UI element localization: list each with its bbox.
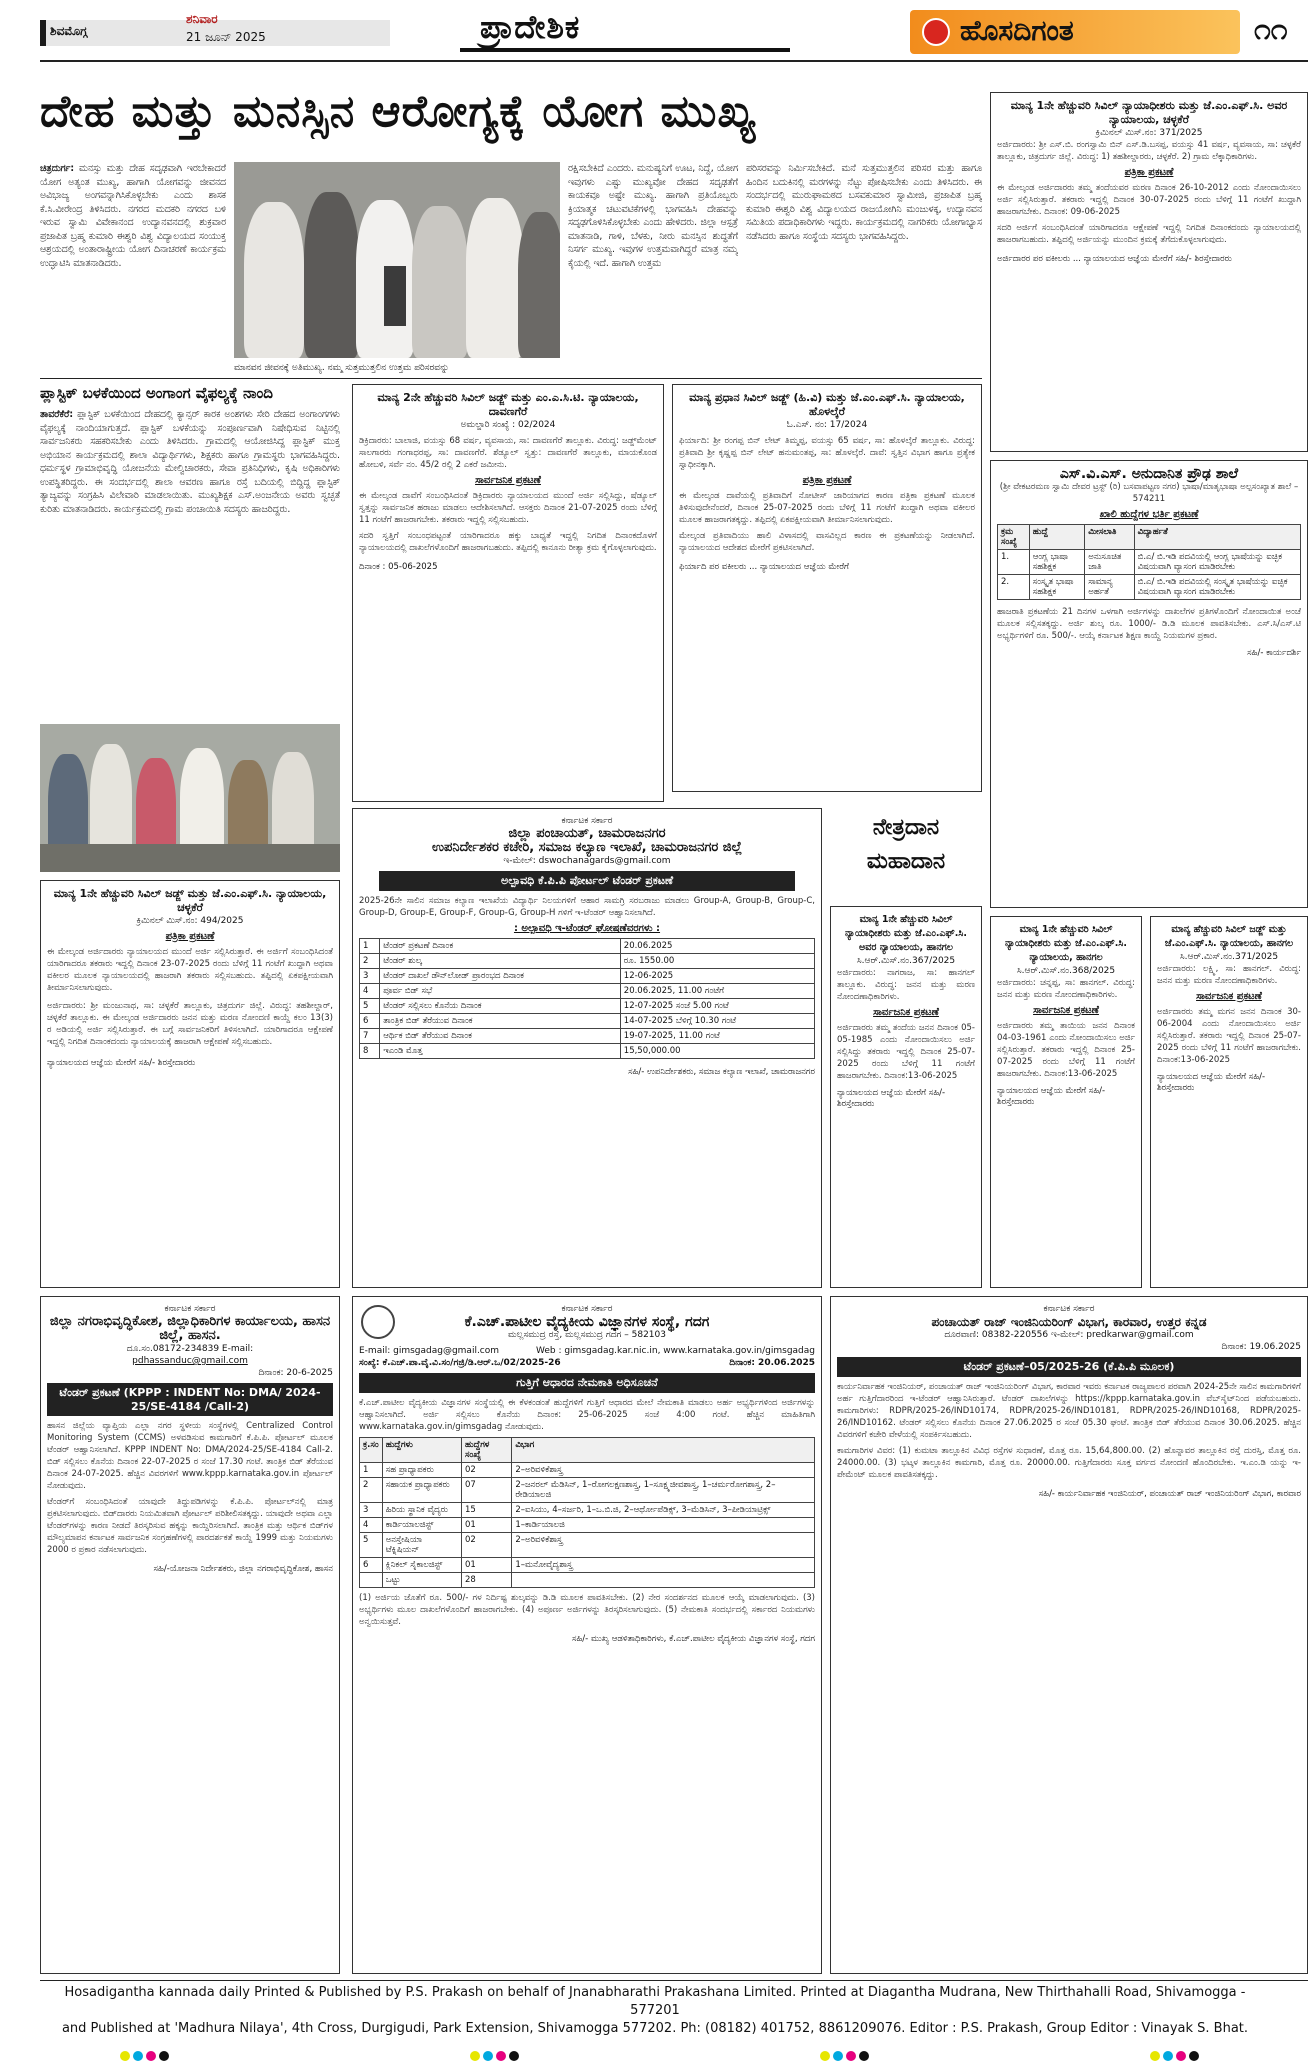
recruitment-row-cell: 1–ಮನೋವೈದ್ಯಶಾಸ್ತ್ರ <box>512 1558 815 1573</box>
lead-divider <box>40 378 982 379</box>
recruitment-row-cell: ಸಹ ಪ್ರಾಧ್ಯಾಪಕರು <box>382 1463 461 1478</box>
registration-marks-mid2 <box>820 2046 872 2065</box>
notice-d: ಮಾನ್ಯ 1ನೇ ಹೆಚ್ಚುವರಿ ಸಿವಿಲ್ ನ್ಯಾಯಾಧೀಶರು ಮತ್ತು ಜೆ.ಎಂ.ಎಫ್.ಸಿ. ಅವರ ನ್ಯಾಯಾಲಯ, ಹಾನಗಲ ಸಿ.ಆರ್.ಮಿಸ್.ನಂ.367/2025 ಅರ್ಜಿದಾರರು: ನಾಗರಾಜ, ಸಾ: ಹಾನಗಲ್ ತಾಲ್ಲೂಕು. ವಿರುದ್ಧ: ಜನನ ಮತ್ತು ಮರಣ ನೋಂದಣಾಧಿಕಾರಿಗಳು. ಸಾರ್ವಜನಿಕ ಪ್ರಕಟಣೆ ಅರ್ಜಿದಾರರು ತಮ್ಮ ತಂದೆಯ ಜನನ ದಿನಾಂಕ 05-05-1985 ಎಂದು ನೋಂದಾಯಿಸಲು ಅರ್ಜಿ ಸಲ್ಲಿಸಿದ್ದು ತಕರಾರು ಇದ್ದಲ್ಲಿ ದಿನಾಂಕ 25-07-2025 ರಂದು ಬೆಳಿಗ್ಗೆ 11 ಗಂಟೆಗೆ ಹಾಜರಾಗಬೇಕು. ದಿನಾಂಕ:13-06-2025 ನ್ಯಾಯಾಲಯದ ಆಜ್ಞೆಯ ಮೇರೆಗೆ ಸಹಿ/- ಶಿರಸ್ತೇದಾರರು <box>830 906 982 1288</box>
story-2-body <box>40 408 340 516</box>
notice-e: ಮಾನ್ಯ 1ನೇ ಹೆಚ್ಚುವರಿ ಸಿವಿಲ್ ನ್ಯಾಯಾಧೀಶರು ಮತ್ತು ಜೆ.ಎಂ.ಎಫ್.ಸಿ. ನ್ಯಾಯಾಲಯ, ಹಾನಗಲ ಸಿ.ಆರ್.ಮಿಸ್.ನಂ.368/2025 ಅರ್ಜಿದಾರರು: ಚನ್ನಪ್ಪ, ಸಾ: ಹಾನಗಲ್. ವಿರುದ್ಧ: ಜನನ ಮತ್ತು ಮರಣ ನೋಂದಣಾಧಿಕಾರಿಗಳು. ಸಾರ್ವಜನಿಕ ಪ್ರಕಟಣೆ ಅರ್ಜಿದಾರರು ತಮ್ಮ ತಾಯಿಯ ಜನನ ದಿನಾಂಕ 04-03-1961 ಎಂದು ನೋಂದಾಯಿಸಲು ಅರ್ಜಿ ಸಲ್ಲಿಸಿರುತ್ತಾರೆ. ತಕರಾರು ಇದ್ದಲ್ಲಿ ದಿನಾಂಕ 25-07-2025 ರಂದು ಬೆಳಿಗ್ಗೆ 11 ಗಂಟೆಗೆ ಹಾಜರಾಗಬೇಕು. ದಿನಾಂಕ:13-06-2025 ನ್ಯಾಯಾಲಯದ ಆಜ್ಞೆಯ ಮೇರೆಗೆ ಸಹಿ/- ಶಿರಸ್ತೇದಾರರು <box>990 916 1142 1288</box>
tender-social-row-cell: ಟೆಂಡರ್ ಪ್ರಕಟಣೆ ದಿನಾಂಕ <box>380 939 621 954</box>
recruitment-table <box>359 1437 815 1588</box>
tender-social-sub: : ಅಲ್ಪಾವಧಿ ಇ-ಟೆಂಡರ್ ಘೋಷಣೆವರಗಳು : <box>513 923 661 934</box>
recruitment-header-row-cell: ಹುದ್ದೆಗಳು <box>382 1438 461 1463</box>
school-row-cell: ಸಂಸ್ಕೃತ ಭಾಷಾ ಸಹಶಿಕ್ಷಕ <box>1029 575 1085 600</box>
tender-hassan-govt: ಕರ್ನಾಟಕ ಸರ್ಕಾರ <box>164 1304 216 1314</box>
recruitment-row-cell: 1–ಕಾರ್ಡಿಯಾಲಜಿ <box>512 1518 815 1533</box>
lead-photo <box>234 162 560 358</box>
tender-hassan-phone: ದೂ.ಸಂ.08172-234839 E-mail: <box>126 1344 254 1354</box>
tender-karwar: ಕರ್ನಾಟಕ ಸರ್ಕಾರ ಪಂಚಾಯತ್ ರಾಜ್ ಇಂಜಿನಿಯರಿಂಗ್ ವಿಭಾಗ, ಕಾರವಾರ, ಉತ್ತರ ಕನ್ನಡ ದೂರವಾಣಿ: 08382-220556 ಇ-ಮೇಲ್: predkarwar@gmail.com ದಿನಾಂಕ: 19.06.2025 ಟೆಂಡರ್ ಪ್ರಕಟಣೆ–05/2025-26 (ಕೆ.ಪಿ.ಪಿ ಮೂಲಕ) ಕಾರ್ಯನಿರ್ವಾಹಕ ಇಂಜಿನಿಯರ್, ಪಂಚಾಯತ್ ರಾಜ್ ಇಂಜಿನಿಯರಿಂಗ್ ವಿಭಾಗ, ಕಾರವಾರ ಇವರು ಕರ್ನಾಟಕ ರಾಜ್ಯಪಾಲರ ಪರವಾಗಿ 2024-25ನೇ ಸಾಲಿನ ಕಾಮಗಾರಿಗಳಿಗೆ ಅರ್ಹ ಗುತ್ತಿಗೆದಾರರಿಂದ ಇ-ಟೆಂಡರ್ ಆಹ್ವಾನಿಸಿರುತ್ತಾರೆ. ಟೆಂಡರ್ ದಾಖಲೆಗಳನ್ನು https://kppp.karnataka.gov.in ವೆಬ್‌ಸೈಟ್‌ನಿಂದ ಪಡೆಯಬಹುದು. ಕಾಮಗಾರಿಗಳು: RDPR/2025-26/IND10174, RDPR/2025-26/IND10181, RDPR/2025-26/IND10168, RDPR/2025-26/IND10162. ಟೆಂಡರ್ ಸಲ್ಲಿಸಲು ಕೊನೆಯ ದಿನಾಂಕ 27.06.2025 ರ ಸಂಜೆ 05.30 ಘಂಟೆ. ತಾಂತ್ರಿಕ ಬಿಡ್ ತೆರೆಯುವ ದಿನಾಂಕ 30.06.2025. ಹೆಚ್ಚಿನ ವಿವರಗಳಿಗೆ ಕಚೇರಿ ವೇಳೆಯಲ್ಲಿ ಸಂಪರ್ಕಿಸಬಹುದು. ಕಾಮಗಾರಿಗಳ ವಿವರ: (1) ಕುಮಟಾ ತಾಲ್ಲೂಕಿನ ವಿವಿಧ ರಸ್ತೆಗಳ ಸುಧಾರಣೆ, ಮೊತ್ತ ರೂ. 15,64,800.00. (2) ಹೊನ್ನಾವರ ತಾಲ್ಲೂಕಿನ ರಸ್ತೆ ದುರಸ್ತಿ, ಮೊತ್ತ ರೂ. 24000.00. (3) ಭಟ್ಕಳ ತಾಲ್ಲೂಕಿನ ಕಾಮಗಾರಿ, ಮೊತ್ತ ರೂ. 20000.00. ಗುತ್ತಿಗೆದಾರರು ಸೂಕ್ತ ವರ್ಗದ ನೋಂದಣಿ ಹೊಂದಿರಬೇಕು. ಇ.ಎಂ.ಡಿ ಯನ್ನು ಇ-ಪೇಮೆಂಟ್ ಮೂಲಕ ಪಾವತಿಸತಕ್ಕದ್ದು. ಸಹಿ/- ಕಾರ್ಯನಿರ್ವಾಹಕ ಇಂಜಿನಿಯರ್, ಪಂಚಾಯತ್ ರಾಜ್ ಇಂಜಿನಿಯರಿಂಗ್ ವಿಭಾಗ, ಕಾರವಾರ <box>830 1296 1308 1974</box>
lead-dateline: ಚಿತ್ರದುರ್ಗ: <box>40 163 75 174</box>
notice-b-court: ಮಾನ್ಯ 2ನೇ ಹೆಚ್ಚುವರಿ ಸಿವಿಲ್ ಜಡ್ಜ್ ಮತ್ತು ಎಂ.ಎ.ಸಿ.ಟಿ. ನ್ಯಾಯಾಲಯ, ದಾವಣಗೆರೆ <box>377 391 639 418</box>
notice-a-sign: ನ್ಯಾಯಾಲಯದ ಆಜ್ಞೆಯ ಮೇರೆಗೆ ಸಹಿ/- ಶಿರಸ್ತೇದಾರರು <box>47 1058 196 1068</box>
tender-social-bar: ಅಲ್ಪಾವಧಿ ಕೆ.ಪಿ.ಪಿ ಪೋರ್ಟಲ್ ಟೆಂಡರ್ ಪ್ರಕಟಣೆ <box>379 871 795 891</box>
notice-e-body: ಅರ್ಜಿದಾರರು ತಮ್ಮ ತಾಯಿಯ ಜನನ ದಿನಾಂಕ 04-03-1961 ಎಂದು ನೋಂದಾಯಿಸಲು ಅರ್ಜಿ ಸಲ್ಲಿಸಿರುತ್ತಾರೆ. ತಕರಾರು ಇದ್ದಲ್ಲಿ ದಿನಾಂಕ 25-07-2025 ರಂದು ಬೆಳಿಗ್ಗೆ 11 ಗಂಟೆಗೆ ಹಾಜರಾಗಬೇಕು. ದಿನಾಂಕ:13-06-2025 <box>997 1021 1135 1079</box>
tender-social-table <box>359 938 815 1059</box>
tender-social-row-cell: ಇಎಂಡಿ ಮೊತ್ತ <box>380 1044 621 1059</box>
tender-social-row-cell: 4 <box>360 984 380 999</box>
imprint <box>40 1984 1270 2038</box>
recruitment-row-cell: 2–ಅರಿವಳಿಕೆಶಾಸ್ತ್ರ <box>512 1533 815 1558</box>
tender-social-row-cell: ಟೆಂಡರ್ ಶುಲ್ಕ <box>380 954 621 969</box>
notice-e-case: ಸಿ.ಆರ್.ಮಿಸ್.ನಂ.368/2025 <box>1016 966 1116 976</box>
school-row-cell: 2. <box>998 575 1030 600</box>
tender-karwar-bar: ಟೆಂಡರ್ ಪ್ರಕಟಣೆ–05/2025-26 (ಕೆ.ಪಿ.ಪಿ ಮೂಲಕ) <box>837 1357 1301 1377</box>
recruitment-header-row <box>360 1438 815 1463</box>
tender-hassan-body: ಹಾಸನ ಜಿಲ್ಲೆಯ ವ್ಯಾಪ್ತಿಯ ಎಲ್ಲಾ ನಗರ ಸ್ಥಳೀಯ ಸಂಸ್ಥೆಗಳಲ್ಲಿ Centralized Control Monitoring System (CCMS) ಅಳವಡಿಸುವ ಕಾಮಗಾರಿಗೆ ಕೆ.ಪಿ.ಪಿ. ಪೋರ್ಟಲ್ ಮೂಲಕ ಟೆಂಡರ್ ಆಹ್ವಾನಿಸಲಾಗಿದೆ. KPPP INDENT No: DMA/2024-25/SE-4184 Call-2. ಬಿಡ್ ಸಲ್ಲಿಸಲು ಕೊನೆಯ ದಿನಾಂಕ 22-07-2025 ರ ಸಂಜೆ 17.30 ಗಂಟೆ. ತಾಂತ್ರಿಕ ಬಿಡ್ ತೆರೆಯುವ ದಿನಾಂಕ 24-07-2025. ಹೆಚ್ಚಿನ ವಿವರಗಳಿಗೆ www.kppp.karnataka.gov.in ಪೋರ್ಟಲ್ ನೋಡುವುದು. <box>47 1421 333 1491</box>
emblem-icon <box>361 1305 395 1339</box>
school-header-row-cell: ಮೀಸಲಾತಿ <box>1085 525 1134 550</box>
recruitment-date: ದಿನಾಂಕ: 20.06.2025 <box>729 1358 815 1368</box>
school-header-row-cell: ಹುದ್ದೆ <box>1029 525 1085 550</box>
recruitment-row-cell: 02 <box>462 1533 512 1558</box>
recruitment-row-cell: 4 <box>360 1518 383 1533</box>
eye-donation-line2: ಮಹಾದಾನ <box>866 848 946 874</box>
tender-karwar-govt: ಕರ್ನಾಟಕ ಸರ್ಕಾರ <box>1043 1304 1095 1314</box>
notice-c: ಮಾನ್ಯ ಪ್ರಧಾನ ಸಿವಿಲ್ ಜಡ್ಜ್ (ಹಿ.ವಿ) ಮತ್ತು ಜೆ.ಎಂ.ಎಫ್.ಸಿ. ನ್ಯಾಯಾಲಯ, ಹೊಳಲ್ಕೆರೆ ಓ.ಎಸ್. ನಂ: 17/2024 ಫಿರ್ಯಾದಿ: ಶ್ರೀ ರಂಗಪ್ಪ ಬಿನ್ ಲೇಟ್ ತಿಮ್ಮಪ್ಪ, ವಯಸ್ಸು 65 ವರ್ಷ, ಸಾ: ಹೊಳಲ್ಕೆರೆ ತಾಲ್ಲೂಕು. ವಿರುದ್ಧ: ಪ್ರತಿವಾದಿ ಶ್ರೀ ಕೃಷ್ಣಪ್ಪ ಬಿನ್ ಲೇಟ್ ಹನುಮಂತಪ್ಪ, ಸಾ: ಹೊಳಲ್ಕೆರೆ. ದಾವೆ: ಸ್ವತ್ತಿನ ವಿಭಾಗ ಹಾಗೂ ಪ್ರತ್ಯೇಕ ಸ್ವಾಧೀನಕ್ಕಾಗಿ. ಪತ್ರಿಕಾ ಪ್ರಕಟಣೆ ಈ ಮೇಲ್ಕಂಡ ದಾವೆಯಲ್ಲಿ ಪ್ರತಿವಾದಿಗೆ ನೋಟೀಸ್ ಜಾರಿಯಾಗದ ಕಾರಣ ಪತ್ರಿಕಾ ಪ್ರಕಟಣೆ ಮೂಲಕ ತಿಳಿಸುವುದೇನೆಂದರೆ, ದಿನಾಂಕ 25-07-2025 ರಂದು ಬೆಳಿಗ್ಗೆ 11 ಗಂಟೆಗೆ ಖುದ್ದಾಗಿ ಅಥವಾ ವಕೀಲರ ಮೂಲಕ ಹಾಜರಾಗತಕ್ಕದ್ದು. ತಪ್ಪಿದಲ್ಲಿ ಏಕಪಕ್ಷೀಯವಾಗಿ ತೀರ್ಮಾನಿಸಲಾಗುವುದು. ಮೇಲ್ಕಂಡ ಪ್ರತಿವಾದಿಯು ಹಾಲಿ ವಿಳಾಸದಲ್ಲಿ ವಾಸವಿಲ್ಲದ ಕಾರಣ ಈ ಪ್ರಕಟಣೆಯನ್ನು ನೀಡಲಾಗಿದೆ. ನ್ಯಾಯಾಲಯದ ಆದೇಶದ ಮೇರೆಗೆ ಪ್ರಕಟಿಸಲಾಗಿದೆ. ಫಿರ್ಯಾದಿ ಪರ ವಕೀಲರು ... ನ್ಯಾಯಾಲಯದ ಆಜ್ಞೆಯ ಮೇರೆಗೆ <box>672 384 982 792</box>
recruitment-row-cell: ಸಹಾಯಕ ಪ್ರಾಧ್ಯಾಪಕರು <box>382 1478 461 1503</box>
school-notice-title: ಎಸ್.ವಿ.ಎಸ್. ಅನುದಾನಿತ ಪ್ರೌಢ ಶಾಲೆ <box>1059 466 1239 482</box>
recruitment-email[interactable]: E-mail: gimsgadag@gmail.com <box>359 1346 500 1356</box>
tender-social-email: ಇ-ಮೇಲ್: dswochanagards@gmail.com <box>503 856 671 866</box>
recruitment-row-cell: 3 <box>360 1503 383 1518</box>
notice-a-case: ಕ್ರಿಮಿನಲ್ ಮಿಸ್.ನಂ: 494/2025 <box>136 916 244 926</box>
tender-social-row <box>360 999 815 1014</box>
school-header-row-cell: ಕ್ರಮ ಸಂಖ್ಯೆ <box>998 525 1030 550</box>
notice-c-court: ಮಾನ್ಯ ಪ್ರಧಾನ ಸಿವಿಲ್ ಜಡ್ಜ್ (ಹಿ.ವಿ) ಮತ್ತು ಜೆ.ಎಂ.ಎಫ್.ಸಿ. ನ್ಯಾಯಾಲಯ, ಹೊಳಲ್ಕೆರೆ <box>689 391 965 418</box>
story-2 <box>40 384 340 724</box>
recruitment-row-cell: 02 <box>462 1463 512 1478</box>
notice-f-title: ಸಾರ್ವಜನಿಕ ಪ್ರಕಟಣೆ <box>1196 991 1262 1002</box>
school-row-cell: 1. <box>998 550 1030 575</box>
tender-hassan-email[interactable]: pdhassanduc@gmail.com <box>132 1356 248 1366</box>
recruitment-govt: ಕರ್ನಾಟಕ ಸರ್ಕಾರ <box>561 1304 613 1314</box>
tender-karwar-sign: ಸಹಿ/- ಕಾರ್ಯನಿರ್ವಾಹಕ ಇಂಜಿನಿಯರ್, ಪಂಚಾಯತ್ ರಾಜ್ ಇಂಜಿನಿಯರಿಂಗ್ ವಿಭಾಗ, ಕಾರವಾರ <box>1038 1489 1301 1499</box>
notice-c-case: ಓ.ಎಸ್. ನಂ: 17/2024 <box>786 420 868 430</box>
tender-social-office: ಜಿಲ್ಲಾ ಪಂಚಾಯತ್, ಚಾಮರಾಜನಗರ <box>508 826 666 841</box>
notice-b-date: ದಿನಾಂಕ : 05-06-2025 <box>359 562 438 572</box>
notice-c-title: ಪತ್ರಿಕಾ ಪ್ರಕಟಣೆ <box>802 475 852 486</box>
recruitment-row <box>360 1478 815 1503</box>
registration-marks-left <box>120 2046 172 2065</box>
tender-hassan-sign: ಸಹಿ/-ಯೋಜನಾ ನಿರ್ದೇಶಕರು, ಜಿಲ್ಲಾ ನಗರಾಭಿವೃದ್ಧಿಕೋಶ, ಹಾಸನ <box>153 1564 333 1574</box>
eye-donation <box>830 808 982 898</box>
school-row <box>998 575 1301 600</box>
recruitment-row-cell <box>512 1573 815 1588</box>
registration-marks-right <box>1150 2046 1202 2065</box>
recruitment-row <box>360 1558 815 1573</box>
tender-hassan-office: ಜಿಲ್ಲಾ ನಗರಾಭಿವೃದ್ಧಿಕೋಶ, ಜಿಲ್ಲಾಧಿಕಾರಿಗಳ ಕಾರ್ಯಾಲಯ, ಹಾಸನ ಜಿಲ್ಲೆ, ಹಾಸನ. <box>49 1314 331 1343</box>
notice-f-body: ಅರ್ಜಿದಾರರು ತಮ್ಮ ಮಗನ ಜನನ ದಿನಾಂಕ 30-06-2004 ಎಂದು ನೋಂದಾಯಿಸಲು ಅರ್ಜಿ ಸಲ್ಲಿಸಿರುತ್ತಾರೆ. ತಕರಾರು ಇದ್ದಲ್ಲಿ ದಿನಾಂಕ 25-07-2025 ರಂದು ಬೆಳಿಗ್ಗೆ 11 ಗಂಟೆಗೆ ಹಾಜರಾಗಬೇಕು. ದಿನಾಂಕ:13-06-2025 <box>1157 1007 1301 1065</box>
tender-karwar-date: ದಿನಾಂಕ: 19.06.2025 <box>1221 1342 1301 1352</box>
eye-donation-line1: ನೇತ್ರದಾನ <box>872 814 940 840</box>
tender-karwar-dept: ಪಂಚಾಯತ್ ರಾಜ್ ಇಂಜಿನಿಯರಿಂಗ್ ವಿಭಾಗ, ಕಾರವಾರ, ಉತ್ತರ ಕನ್ನಡ <box>931 1315 1207 1329</box>
recruitment-header-row-cell: ಹುದ್ದೆಗಳ ಸಂಖ್ಯೆ <box>462 1438 512 1463</box>
tender-karwar-contact: ದೂರವಾಣಿ: 08382-220556 ಇ-ಮೇಲ್: predkarwar@gmail.com <box>944 1330 1194 1340</box>
school-row <box>998 550 1301 575</box>
tender-social-row-cell: ಟೆಂಡರ್ ದಾಖಲೆ ಡೌನ್‌ಲೋಡ್ ಪ್ರಾರಂಭದ ದಿನಾಂಕ <box>380 969 621 984</box>
lead-body-3: ಪರಿಸರವನ್ನು ನಿರ್ಮಿಸಬೇಕಿದೆ. ಮನೆ ಸುತ್ತಮುತ್ತಲಿನ ಪರಿಸರ ಮತ್ತು ಹಾಗೂ ಹಿಂದಿನ ಬದುಕಿನಲ್ಲಿ ಮರಗಳನ್ನು ನೆಟ್ಟು ಪೋಷಿಸಬೇಕು ಎಂದು ತಿಳಿಸಿದರು. ಈ ಸಂದರ್ಭದಲ್ಲಿ ಮುರುಘಾಮಠದ ಬಸವಕುಮಾರ ಸ್ವಾಮೀಜಿ, ಪ್ರಜಾಪಿತ ಬ್ರಹ್ಮ ಕುಮಾರಿ ಈಶ್ವರಿ ವಿಶ್ವ ವಿದ್ಯಾಲಯದ ರಾಜಯೋಗಿನಿ ಮಂಜುಳಕ್ಕ, ಉದ್ಯಾನವನ ಸಮಿತಿಯ ಪದಾಧಿಕಾರಿಗಳು ಇದ್ದರು. ಕಾರ್ಯಕ್ರಮದಲ್ಲಿ ನಾಗರಿಕರು ಯೋಗಾಭ್ಯಾಸ ನಡೆಸಿದರು ಹಾಗೂ ಸಂಸ್ಥೆಯ ಸದಸ್ಯರು ಭಾಗವಹಿಸಿದ್ದರು. <box>746 163 982 242</box>
masthead <box>40 8 1310 54</box>
school-notice-sign: ಸಹಿ/- ಕಾರ್ಯದರ್ಶಿ <box>1247 648 1301 658</box>
brand-logo-icon <box>922 18 950 46</box>
notice-e-court: ಮಾನ್ಯ 1ನೇ ಹೆಚ್ಚುವರಿ ಸಿವಿಲ್ ನ್ಯಾಯಾಧೀಶರು ಮತ್ತು ಜೆ.ಎಂ.ಎಫ್.ಸಿ. ನ್ಯಾಯಾಲಯ, ಹಾನಗಲ <box>1005 924 1127 963</box>
school-row-cell: ಬಿ.ಎ/ ಬಿ.ಇಡಿ ಪದವಿಯಲ್ಲಿ ಸಂಸ್ಕೃತ ಭಾಷೆಯನ್ನು ಐಚ್ಛಿಕ ವಿಷಯವಾಗಿ ವ್ಯಾಸಂಗ ಮಾಡಿರಬೇಕು <box>1134 575 1300 600</box>
tender-social-row-cell: 19-07-2025, 11.00 ಗಂಟೆ <box>620 1029 814 1044</box>
recruitment-row-cell: 2–ಅರಿವಳಿಕೆಶಾಸ್ತ್ರ <box>512 1463 815 1478</box>
recruitment-row-cell: ಅನಸ್ತೇಷಿಯಾ ಟೆಕ್ನಿಷಿಯನ್ <box>382 1533 461 1558</box>
section-underline <box>460 48 790 52</box>
school-row-cell: ಸಾಮಾನ್ಯ ಅರ್ಹತೆ <box>1085 575 1134 600</box>
tender-social-row-cell: ತಾಂತ್ರಿಕ ಬಿಡ್ ತೆರೆಯುವ ದಿನಾಂಕ <box>380 1014 621 1029</box>
school-row-cell: ಬಿ.ಎ/ ಬಿ.ಇಡಿ ಪದವಿಯಲ್ಲಿ ಆಂಗ್ಲ ಭಾಷೆಯನ್ನು ಐಚ್ಛಿಕ ವಿಷಯವಾಗಿ ವ್ಯಾಸಂಗ ಮಾಡಿರಬೇಕು <box>1134 550 1300 575</box>
recruitment-row-cell: 2 <box>360 1478 383 1503</box>
notice-g-title: ಪತ್ರಿಕಾ ಪ್ರಕಟಣೆ <box>1124 167 1174 178</box>
recruitment-row-cell: 28 <box>462 1573 512 1588</box>
lead-headline: ದೇಹ ಮತ್ತು ಮನಸ್ಸಿನ ಆರೋಗ್ಯಕ್ಕೆ ಯೋಗ ಮುಖ್ಯ <box>40 86 757 137</box>
imprint-line1: Hosadigantha kannada daily Printed & Published by P.S. Prakash on behalf of Jnanabharathi Prakashana Limited. Printed at Diagantha Mudrana, New Thirthahalli Road, Shivamogga - 577201 <box>64 1985 1246 2018</box>
notice-b-case: ಅಮಲ್ಜಾರಿ ಸಂಖ್ಯೆ : 02/2024 <box>460 420 556 430</box>
recruitment-header-row-cell: ವಿಭಾಗ <box>512 1438 815 1463</box>
recruitment-row-cell: 01 <box>462 1518 512 1533</box>
tender-social-row <box>360 1044 815 1059</box>
notice-f-case: ಸಿ.ಆರ್.ಮಿಸ್.ನಂ.371/2025 <box>1179 952 1279 962</box>
imprint-line2: and Published at 'Madhura Nilaya', 4th Cross, Durgigudi, Park Extension, Shivamogga 577202. Ph: (08182) 401752, 8861209076. Editor : P.S. Prakash, Group Editor : Vinayak S. Bhat. <box>61 2021 1249 2036</box>
tender-social-row-cell: ಆರ್ಥಿಕ ಬಿಡ್ ತೆರೆಯುವ ದಿನಾಂಕ <box>380 1029 621 1044</box>
edition-day: ಶನಿವಾರ <box>186 12 218 26</box>
tender-social-row <box>360 939 815 954</box>
tender-social-row-cell: 5 <box>360 999 380 1014</box>
notice-d-court: ಮಾನ್ಯ 1ನೇ ಹೆಚ್ಚುವರಿ ಸಿವಿಲ್ ನ್ಯಾಯಾಧೀಶರು ಮತ್ತು ಜೆ.ಎಂ.ಎಫ್.ಸಿ. ಅವರ ನ್ಯಾಯಾಲಯ, ಹಾನಗಲ <box>845 914 967 953</box>
tender-karwar-body: ಕಾರ್ಯನಿರ್ವಾಹಕ ಇಂಜಿನಿಯರ್, ಪಂಚಾಯತ್ ರಾಜ್ ಇಂಜಿನಿಯರಿಂಗ್ ವಿಭಾಗ, ಕಾರವಾರ ಇವರು ಕರ್ನಾಟಕ ರಾಜ್ಯಪಾಲರ ಪರವಾಗಿ 2024-25ನೇ ಸಾಲಿನ ಕಾಮಗಾರಿಗಳಿಗೆ ಅರ್ಹ ಗುತ್ತಿಗೆದಾರರಿಂದ ಇ-ಟೆಂಡರ್ ಆಹ್ವಾನಿಸಿರುತ್ತಾರೆ. ಟೆಂಡರ್ ದಾಖಲೆಗಳನ್ನು https://kppp.karnataka.gov.in ವೆಬ್‌ಸೈಟ್‌ನಿಂದ ಪಡೆಯಬಹುದು. ಕಾಮಗಾರಿಗಳು: RDPR/2025-26/IND10174, RDPR/2025-26/IND10181, RDPR/2025-26/IND10168, RDPR/2025-26/IND10162. ಟೆಂಡರ್ ಸಲ್ಲಿಸಲು ಕೊನೆಯ ದಿನಾಂಕ 27.06.2025 ರ ಸಂಜೆ 05.30 ಘಂಟೆ. ತಾಂತ್ರಿಕ ಬಿಡ್ ತೆರೆಯುವ ದಿನಾಂಕ 30.06.2025. ಹೆಚ್ಚಿನ ವಿವರಗಳಿಗೆ ಕಚೇರಿ ವೇಳೆಯಲ್ಲಿ ಸಂಪರ್ಕಿಸಬಹುದು. <box>837 1382 1301 1440</box>
tender-social-row-cell: ಪೂರ್ವ ಬಿಡ್ ಸಭೆ <box>380 984 621 999</box>
recruitment-institute: ಕೆ.ಎಚ್.ಪಾಟೀಲ ವೈದ್ಯಕೀಯ ವಿಜ್ಞಾನಗಳ ಸಂಸ್ಥೆ, ಗದಗ <box>464 1314 710 1330</box>
recruitment-notes: (1) ಅರ್ಜಿಯ ಜೊತೆಗೆ ರೂ. 500/- ಗಳ ನಿರ್ದಿಷ್ಟ ಶುಲ್ಕವನ್ನು ಡಿ.ಡಿ ಮೂಲಕ ಪಾವತಿಸಬೇಕು. (2) ನೇರ ಸಂದರ್ಶನದ ಮೂಲಕ ಆಯ್ಕೆ ಮಾಡಲಾಗುವುದು. (3) ಅಭ್ಯರ್ಥಿಗಳು ಮೂಲ ದಾಖಲೆಗಳೊಂದಿಗೆ ಹಾಜರಾಗಬೇಕು. (4) ಅಪೂರ್ಣ ಅರ್ಜಿಗಳನ್ನು ತಿರಸ್ಕರಿಸಲಾಗುವುದು. (5) ನೇಮಕಾತಿ ಸಂದರ್ಭದಲ್ಲಿ ಸರ್ಕಾರದ ನಿಯಮಗಳು ಅನ್ವಯಿಸುತ್ತವೆ. <box>359 1593 815 1627</box>
recruitment-row-cell: ಕ್ಲಿನಿಕಲ್ ಸೈಕಾಲಜಿಸ್ಟ್ <box>382 1558 461 1573</box>
lead-body-1 <box>40 162 226 377</box>
recruitment <box>352 1296 822 1974</box>
page-number: ೧೧ <box>1254 12 1288 47</box>
edition-place: ಶಿವಮೊಗ್ಗ <box>50 24 88 38</box>
tender-social: ಕರ್ನಾಟಕ ಸರ್ಕಾರ ಜಿಲ್ಲಾ ಪಂಚಾಯತ್, ಚಾಮರಾಜನಗರ ಉಪನಿರ್ದೇಶಕರ ಕಚೇರಿ, ಸಮಾಜ ಕಲ್ಯಾಣ ಇಲಾಖೆ, ಚಾಮರಾಜನಗರ ಜಿಲ್ಲೆ ಇ-ಮೇಲ್: dswochanagards@gmail.com ಅಲ್ಪಾವಧಿ ಕೆ.ಪಿ.ಪಿ ಪೋರ್ಟಲ್ ಟೆಂಡರ್ ಪ್ರಕಟಣೆ 2025-26ನೇ ಸಾಲಿನ ಸಮಾಜ ಕಲ್ಯಾಣ ಇಲಾಖೆಯ ವಿದ್ಯಾರ್ಥಿ ನಿಲಯಗಳಿಗೆ ಆಹಾರ ಸಾಮಗ್ರಿ ಸರಬರಾಜು ಮಾಡಲು Group-A, Group-B, Group-C, Group-D, Group-E, Group-F, Group-G, Group-H ಗಳಿಗೆ ಇ-ಟೆಂಡರ್ ಆಹ್ವಾನಿಸಲಾಗಿದೆ. : ಅಲ್ಪಾವಧಿ ಇ-ಟೆಂಡರ್ ಘೋಷಣೆವರಗಳು : 1 ಟೆಂಡರ್ ಪ್ರಕಟಣೆ ದಿನಾಂಕ 20.06.2025 2 ಟೆಂಡರ್ ಶುಲ್ಕ ರೂ. 1550.00 3 ಟೆಂಡರ್ ದಾಖಲೆ ಡೌನ್‌ಲೋಡ್ ಪ್ರಾರಂಭದ ದಿನಾಂಕ 12-06-2025 4 ಪೂರ್ವ ಬಿಡ್ ಸಭೆ 20.06.2025, 11.00 ಗಂಟೆಗೆ 5 ಟೆಂಡರ್ ಸಲ್ಲಿಸಲು ಕೊನೆಯ ದಿನಾಂಕ 12-07-2025 ಸಂಜೆ 5.00 ಗಂಟೆ 6 ತಾಂತ್ರಿಕ ಬಿಡ್ ತೆರೆಯುವ ದಿನಾಂಕ 14-07-2025 ಬೆಳಿಗ್ಗೆ 10.30 ಗಂಟೆ 7 ಆರ್ಥಿಕ ಬಿಡ್ ತೆರೆಯುವ ದಿನಾಂಕ 19-07-2025, 11.00 ಗಂಟೆ 8 ಇಎಂಡಿ ಮೊತ್ತ 15,50,000.00 ಸಹಿ/- ಉಪನಿರ್ದೇಶಕರು, ಸಮಾಜ ಕಲ್ಯಾಣ ಇಲಾಖೆ, ಚಾಮರಾಜನಗರ <box>352 808 822 1288</box>
recruitment-row-cell: ಒಟ್ಟು <box>382 1573 461 1588</box>
recruitment-sign: ಸಹಿ/- ಮುಖ್ಯ ಆಡಳಿತಾಧಿಕಾರಿಗಳು, ಕೆ.ಎಚ್.ಪಾಟೀಲ ವೈದ್ಯಕೀಯ ವಿಜ್ಞಾನಗಳ ಸಂಸ್ಥೆ, ಗದಗ <box>571 1634 815 1644</box>
recruitment-row-cell: 1 <box>360 1463 383 1478</box>
notice-a-court: ಮಾನ್ಯ 1ನೇ ಹೆಚ್ಚುವರಿ ಸಿವಿಲ್ ಜಡ್ಜ್ ಮತ್ತು ಜೆ.ಎಂ.ಎಫ್.ಸಿ. ನ್ಯಾಯಾಲಯ, ಚಳ್ಳಕೆರೆ <box>53 887 327 914</box>
tender-social-row <box>360 969 815 984</box>
recruitment-row <box>360 1533 815 1558</box>
tender-social-row-cell: ರೂ. 1550.00 <box>620 954 814 969</box>
recruitment-row-cell: 6 <box>360 1558 383 1573</box>
tender-hassan-bar: ಟೆಂಡರ್ ಪ್ರಕಟಣೆ (KPPP : INDENT No: DMA/ 2024-25/SE-4184 /Call-2) <box>47 1383 333 1416</box>
recruitment-row <box>360 1573 815 1588</box>
section-title: ಪ್ರಾದೇಶಿಕ <box>480 8 581 46</box>
notice-g-case: ಕ್ರಿಮಿನಲ್ ಮಿಸ್.ನಂ: 371/2025 <box>1095 128 1203 138</box>
recruitment-row-cell: 07 <box>462 1478 512 1503</box>
story-2-headline: ಪ್ಲಾಸ್ಟಿಕ್ ಬಳಕೆಯಿಂದ ಅಂಗಾಂಗ ವೈಫಲ್ಯಕ್ಕೆ ನಾಂದಿ <box>40 384 273 402</box>
notice-c-body: ಈ ಮೇಲ್ಕಂಡ ದಾವೆಯಲ್ಲಿ ಪ್ರತಿವಾದಿಗೆ ನೋಟೀಸ್ ಜಾರಿಯಾಗದ ಕಾರಣ ಪತ್ರಿಕಾ ಪ್ರಕಟಣೆ ಮೂಲಕ ತಿಳಿಸುವುದೇನೆಂದರೆ, ದಿನಾಂಕ 25-07-2025 ರಂದು ಬೆಳಿಗ್ಗೆ 11 ಗಂಟೆಗೆ ಖುದ್ದಾಗಿ ಅಥವಾ ವಕೀಲರ ಮೂಲಕ ಹಾಜರಾಗತಕ್ಕದ್ದು. ತಪ್ಪಿದಲ್ಲಿ ಏಕಪಕ್ಷೀಯವಾಗಿ ತೀರ್ಮಾನಿಸಲಾಗುವುದು. <box>679 491 975 525</box>
tender-social-row-cell: 12-06-2025 <box>620 969 814 984</box>
tender-social-row <box>360 1029 815 1044</box>
notice-b-body: ಈ ಮೇಲ್ಕಂಡ ದಾವೆಗೆ ಸಂಬಂಧಿಸಿದಂತೆ ಡಿಕ್ರಿದಾರರು ನ್ಯಾಯಾಲಯದ ಮುಂದೆ ಅರ್ಜಿ ಸಲ್ಲಿಸಿದ್ದು, ಷೆಡ್ಯೂಲ್ ಸ್ವತ್ತನ್ನು ಸಾರ್ವಜನಿಕ ಹರಾಜು ಮಾಡಲು ಆದೇಶಿಸಲಾಗಿದೆ. ಆಸಕ್ತರು ದಿನಾಂಕ 21-07-2025 ರಂದು ಬೆಳಿಗ್ಗೆ 11 ಗಂಟೆಗೆ ಹಾಜರಾಗಬೇಕು. ತಕರಾರು ಇದ್ದಲ್ಲಿ ಸಲ್ಲಿಸಬಹುದು. <box>359 491 657 525</box>
registration-marks-mid1 <box>470 2046 522 2065</box>
recruitment-header-row-cell: ಕ್ರ.ಸಂ <box>360 1438 383 1463</box>
lead-body-2: ರಕ್ಷಿಸಬೇಕಿದೆ ಎಂದರು. ಮನುಷ್ಯನಿಗೆ ಊಟ, ನಿದ್ದೆ, ಯೋಗ ಇವುಗಳು ಎಷ್ಟು ಮುಖ್ಯವೋ ದೇಹದ ಸದೃಢತೆಗೆ ಕಾಯಕವೂ ಅಷ್ಟೇ ಮುಖ್ಯ. ಹಾಗಾಗಿ ಪ್ರತಿಯೊಬ್ಬರು ಕ್ರಿಯಾತ್ಮಕ ಚಟುವಟಿಕೆಗಳಲ್ಲಿ ಭಾಗವಹಿಸಿ ದೇಹವನ್ನು ಸದೃಢಗೊಳಿಸಿಕೊಳ್ಳಬೇಕು ಎಂದು ಹೇಳಿದರು. ಜಿಲ್ಲಾ ಆಸ್ಪತ್ರೆ ಮಾತನಾಡಿ, ಗಾಳಿ, ಬೆಳಕು, ನೀರು ಮನಸ್ಸಿನ ಶುದ್ಧತೆಗೆ ನಿಸರ್ಗ ಮುಖ್ಯ. ಇವುಗಳ ಉತ್ತಮವಾಗಿದ್ದರೆ ಮಾತ್ರ ನಮ್ಮ ಕೈಯಲ್ಲಿ ಇದೆ. ಹಾಗಾಗಿ ಉತ್ತಮ <box>568 163 738 269</box>
tender-social-row-cell: 3 <box>360 969 380 984</box>
tender-social-row <box>360 954 815 969</box>
lead-photo-caption: ಮಾನವನ ಜೀವನಕ್ಕೆ ಅತಿಮುಖ್ಯ. ನಮ್ಮ ಸುತ್ತಮುತ್ತಲಿನ ಉತ್ತಮ ಪರಿಸರವನ್ನು <box>234 363 450 373</box>
tender-social-row-cell: 14-07-2025 ಬೆಳಿಗ್ಗೆ 10.30 ಗಂಟೆ <box>620 1014 814 1029</box>
notice-d-case: ಸಿ.ಆರ್.ಮಿಸ್.ನಂ.367/2025 <box>856 956 956 966</box>
tender-social-row-cell: 12-07-2025 ಸಂಜೆ 5.00 ಗಂಟೆ <box>620 999 814 1014</box>
tender-social-row-cell: 7 <box>360 1029 380 1044</box>
footer-divider <box>40 1980 1308 1981</box>
notice-g-body: ಈ ಮೇಲ್ಕಂಡ ಅರ್ಜಿದಾರರು ತಮ್ಮ ತಂದೆಯವರ ಮರಣ ದಿನಾಂಕ 26-10-2012 ಎಂದು ನೋಂದಾಯಿಸಲು ಅರ್ಜಿ ಸಲ್ಲಿಸಿರುತ್ತಾರೆ. ತಕರಾರು ಇದ್ದಲ್ಲಿ ದಿನಾಂಕ 30-07-2025 ರಂದು ಬೆಳಿಗ್ಗೆ 11 ಗಂಟೆಗೆ ಖುದ್ದಾಗಿ ಹಾಜರಾಗಬೇಕು. ದಿನಾಂಕ: 09-06-2025 <box>997 183 1301 217</box>
brand-name: ಹೊಸದಿಗಂತ <box>960 14 1074 47</box>
notice-g-court: ಮಾನ್ಯ 1ನೇ ಹೆಚ್ಚುವರಿ ಸಿವಿಲ್ ನ್ಯಾಯಾಧೀಶರು ಮತ್ತು ಜೆ.ಎಂ.ಎಫ್.ಸಿ. ಅವರ ನ್ಯಾಯಾಲಯ, ಚಳ್ಳಕೆರೆ <box>1010 99 1288 126</box>
school-header-row-cell: ವಿದ್ಯಾರ್ಹತೆ <box>1134 525 1300 550</box>
story-2-dateline: ತಾವರೆಕೆರೆ: <box>40 409 74 420</box>
tender-social-row-cell: 15,50,000.00 <box>620 1044 814 1059</box>
school-header-row <box>998 525 1301 550</box>
tender-social-row-cell: 1 <box>360 939 380 954</box>
recruitment-row-cell: 15 <box>462 1503 512 1518</box>
recruitment-row-cell: 5 <box>360 1533 383 1558</box>
recruitment-row-cell <box>360 1573 383 1588</box>
school-notice-table <box>997 524 1301 600</box>
tender-social-row-cell: 20.06.2025, 11.00 ಗಂಟೆಗೆ <box>620 984 814 999</box>
tender-social-row-cell: 2 <box>360 954 380 969</box>
recruitment-ref: ಸಂಖ್ಯೆ: ಕೆ.ಎಚ್.ಪಾ.ವೈ.ವಿ.ಸಂ/ಗಜ್ರಿ/ಡಿ.ಆರ್.ಒ/02/2025-26 <box>359 1358 561 1368</box>
school-notice: ಎಸ್.ವಿ.ಎಸ್. ಅನುದಾನಿತ ಪ್ರೌಢ ಶಾಲೆ (ಶ್ರೀ ವೇಕಟರಮಣ ಸ್ವಾಮಿ ದೇವರ ಟ್ರಸ್ಟ್ (ರಿ) ಬಸವಾಪಟ್ಟಣ ನಗರ) ಭಾಷಾ/ಮಾತೃಭಾಷಾ ಅಲ್ಪಸಂಖ್ಯಾತ ಶಾಲೆ – 574211 ಖಾಲಿ ಹುದ್ದೆಗಳ ಭರ್ತಿ ಪ್ರಕಟಣೆ ಕ್ರಮ ಸಂಖ್ಯೆ ಹುದ್ದೆ ಮೀಸಲಾತಿ ವಿದ್ಯಾರ್ಹತೆ 1. ಆಂಗ್ಲ ಭಾಷಾ ಸಹಶಿಕ್ಷಕ ಅನುಸೂಚಿತ ಜಾತಿ ಬಿ.ಎ/ ಬಿ.ಇಡಿ ಪದವಿಯಲ್ಲಿ ಆಂಗ್ಲ ಭಾಷೆಯನ್ನು ಐಚ್ಛಿಕ ವಿಷಯವಾಗಿ ವ್ಯಾಸಂಗ ಮಾಡಿರಬೇಕು 2. ಸಂಸ್ಕೃತ ಭಾಷಾ ಸಹಶಿಕ್ಷಕ ಸಾಮಾನ್ಯ ಅರ್ಹತೆ ಬಿ.ಎ/ ಬಿ.ಇಡಿ ಪದವಿಯಲ್ಲಿ ಸಂಸ್ಕೃತ ಭಾಷೆಯನ್ನು ಐಚ್ಛಿಕ ವಿಷಯವಾಗಿ ವ್ಯಾಸಂಗ ಮಾಡಿರಬೇಕು ಹಾಜರಾತಿ ಪ್ರಕಟಣೆಯ 21 ದಿನಗಳ ಒಳಗಾಗಿ ಅರ್ಜಿಗಳನ್ನು ದಾಖಲೆಗಳ ಪ್ರತಿಗಳೊಂದಿಗೆ ನೋಂದಾಯಿತ ಅಂಚೆ ಮೂಲಕ ಸಲ್ಲಿಸತಕ್ಕದ್ದು. ಅರ್ಜಿ ಶುಲ್ಕ ರೂ. 1000/- ಡಿ.ಡಿ ಮೂಲಕ ಪಾವತಿಸಬೇಕು. ಎಸ್.ಸಿ/ಎಸ್.ಟಿ ಅಭ್ಯರ್ಥಿಗಳಿಗೆ ರೂ. 500/-. ಆಯ್ಕೆ ಕರ್ನಾಟಕ ಶಿಕ್ಷಣ ಕಾಯ್ದೆ ನಿಯಮಗಳ ಪ್ರಕಾರ. ಸಹಿ/- ಕಾರ್ಯದರ್ಶಿ <box>990 460 1308 908</box>
school-row-cell: ಆಂಗ್ಲ ಭಾಷಾ ಸಹಶಿಕ್ಷಕ <box>1029 550 1085 575</box>
tender-social-row-cell: 8 <box>360 1044 380 1059</box>
recruitment-row <box>360 1463 815 1478</box>
recruitment-row-cell: 01 <box>462 1558 512 1573</box>
recruitment-row <box>360 1503 815 1518</box>
story-2-text: ಪ್ಲಾಸ್ಟಿಕ್ ಬಳಕೆಯಿಂದ ದೇಹದಲ್ಲಿ ಕ್ಯಾನ್ಸರ್ ಕಾರಕ ಅಂಶಗಳು ಸೇರಿ ದೇಹದ ಅಂಗಾಂಗಗಳು ವೈಫಲ್ಯಕ್ಕೆ ನಾಂದಿಯಾಗುತ್ತದೆ. ಪ್ಲಾಸ್ಟಿಕ್ ಬಳಕೆಯನ್ನು ಸಂಪೂರ್ಣವಾಗಿ ನಿಷೇಧಿಸುವ ನಿಟ್ಟಿನಲ್ಲಿ ಸಾರ್ವಜನಿಕರು ಸಹಕರಿಸಬೇಕು ಎಂದು ತಿಳಿಸಿದರು. ಗ್ರಾಮದಲ್ಲಿ ಆಯೋಜಿಸಿದ್ದ ಪ್ಲಾಸ್ಟಿಕ್ ಮುಕ್ತ ಅಭಿಯಾನ ಕಾರ್ಯಕ್ರಮದಲ್ಲಿ ಶಾಲಾ ವಿದ್ಯಾರ್ಥಿಗಳು, ಶಿಕ್ಷಕರು ಹಾಗೂ ಗ್ರಾಮಸ್ಥರು ಭಾಗವಹಿಸಿದ್ದರು. ಧರ್ಮಸ್ಥಳ ಗ್ರಾಮಾಭಿವೃದ್ಧಿ ಯೋಜನೆಯ ಮೇಲ್ವಿಚಾರಕರು, ಸೇವಾ ಪ್ರತಿನಿಧಿಗಳು, ಕೃಷಿ ಅಧಿಕಾರಿಗಳು ಉಪಸ್ಥಿತರಿದ್ದರು. ಈ ಸಂದರ್ಭದಲ್ಲಿ ಶಾಲಾ ಆವರಣ ಹಾಗೂ ರಸ್ತೆ ಬದಿಯಲ್ಲಿ ಬಿದ್ದಿದ್ದ ಪ್ಲಾಸ್ಟಿಕ್ ತ್ಯಾಜ್ಯವನ್ನು ಸಂಗ್ರಹಿಸಿ ವಿಲೇವಾರಿ ಮಾಡಲಾಯಿತು. ಮುಖ್ಯಶಿಕ್ಷಕ ಎಸ್.ಅಂಜನೇಯ ಅವರು ಸ್ವಚ್ಛತೆ ಕುರಿತು ಮಾತನಾಡಿದರು. ಕಾರ್ಯಕ್ರಮದಲ್ಲಿ ಗ್ರಾಮ ಪಂಚಾಯಿತಿ ಸದಸ್ಯರು ಹಾಜರಿದ್ದರು. <box>40 409 340 515</box>
notice-a-body: ಈ ಮೇಲ್ಕಂಡ ಅರ್ಜಿದಾರರು ನ್ಯಾಯಾಲಯದ ಮುಂದೆ ಅರ್ಜಿ ಸಲ್ಲಿಸಿರುತ್ತಾರೆ. ಈ ಅರ್ಜಿಗೆ ಸಂಬಂಧಿಸಿದಂತೆ ಯಾರಿಗಾದರೂ ತಕರಾರು ಇದ್ದಲ್ಲಿ ದಿನಾಂಕ 23-07-2025 ರಂದು ಬೆಳಿಗ್ಗೆ 11 ಗಂಟೆಗೆ ಖುದ್ದಾಗಿ ಅಥವಾ ವಕೀಲರ ಮೂಲಕ ನ್ಯಾಯಾಲಯದಲ್ಲಿ ಹಾಜರಾಗಿ ತಕರಾರು ಸಲ್ಲಿಸಬಹುದು. ತಪ್ಪಿದಲ್ಲಿ ಏಕಪಕ್ಷೀಯವಾಗಿ ತೀರ್ಮಾನಿಸಲಾಗುವುದು. <box>47 947 333 993</box>
tender-social-govt: ಕರ್ನಾಟಕ ಸರ್ಕಾರ <box>561 816 613 826</box>
story-2-photo <box>40 724 340 872</box>
recruitment-row-cell: ಕಾರ್ಡಿಯಾಲಜಿಸ್ಟ್ <box>382 1518 461 1533</box>
tender-hassan-date: ದಿನಾಂಕ: 20-6-2025 <box>258 1368 333 1378</box>
recruitment-address: ಮಲ್ಲಸಮುದ್ರ ರಸ್ತೆ, ಮಲ್ಲಸಮುದ್ರ ಗದಗ – 582103 <box>508 1330 666 1340</box>
notice-g: ಮಾನ್ಯ 1ನೇ ಹೆಚ್ಚುವರಿ ಸಿವಿಲ್ ನ್ಯಾಯಾಧೀಶರು ಮತ್ತು ಜೆ.ಎಂ.ಎಫ್.ಸಿ. ಅವರ ನ್ಯಾಯಾಲಯ, ಚಳ್ಳಕೆರೆ ಕ್ರಿಮಿನಲ್ ಮಿಸ್.ನಂ: 371/2025 ಅರ್ಜಿದಾರರು: ಶ್ರೀ ಎಸ್.ಬಿ. ರಂಗಸ್ವಾಮಿ ಬಿನ್ ಎಸ್.ಡಿ.ಬಸಪ್ಪ, ವಯಸ್ಸು 41 ವರ್ಷ, ವ್ಯವಸಾಯ, ಸಾ: ಚಳ್ಳಕೆರೆ ತಾಲ್ಲೂಕು, ಚಿತ್ರದುರ್ಗ ಜಿಲ್ಲೆ. ವಿರುದ್ಧ: 1) ತಹಶೀಲ್ದಾರರು, ಚಳ್ಳಕೆರೆ. 2) ಗ್ರಾಮ ಲೆಕ್ಕಾಧಿಕಾರಿಗಳು. ಪತ್ರಿಕಾ ಪ್ರಕಟಣೆ ಈ ಮೇಲ್ಕಂಡ ಅರ್ಜಿದಾರರು ತಮ್ಮ ತಂದೆಯವರ ಮರಣ ದಿನಾಂಕ 26-10-2012 ಎಂದು ನೋಂದಾಯಿಸಲು ಅರ್ಜಿ ಸಲ್ಲಿಸಿರುತ್ತಾರೆ. ತಕರಾರು ಇದ್ದಲ್ಲಿ ದಿನಾಂಕ 30-07-2025 ರಂದು ಬೆಳಿಗ್ಗೆ 11 ಗಂಟೆಗೆ ಖುದ್ದಾಗಿ ಹಾಜರಾಗಬೇಕು. ದಿನಾಂಕ: 09-06-2025 ಸದರಿ ಅರ್ಜಿಗೆ ಸಂಬಂಧಿಸಿದಂತೆ ಯಾರಿಗಾದರೂ ಆಕ್ಷೇಪಣೆ ಇದ್ದಲ್ಲಿ ನಿಗದಿತ ದಿನಾಂಕದಂದು ನ್ಯಾಯಾಲಯದಲ್ಲಿ ಹಾಜರಾಗಬಹುದು. ತಪ್ಪಿದಲ್ಲಿ ಅರ್ಜಿಯನ್ನು ಮುಂದಿನ ಕ್ರಮಕ್ಕೆ ತೆಗೆದುಕೊಳ್ಳಲಾಗುವುದು. ಅರ್ಜಿದಾರರ ಪರ ವಕೀಲರು ... ನ್ಯಾಯಾಲಯದ ಆಜ್ಞೆಯ ಮೇರೆಗೆ ಸಹಿ/- ಶಿರಸ್ತೇದಾರರು <box>990 92 1308 452</box>
notice-a: ಮಾನ್ಯ 1ನೇ ಹೆಚ್ಚುವರಿ ಸಿವಿಲ್ ಜಡ್ಜ್ ಮತ್ತು ಜೆ.ಎಂ.ಎಫ್.ಸಿ. ನ್ಯಾಯಾಲಯ, ಚಳ್ಳಕೆರೆ ಕ್ರಿಮಿನಲ್ ಮಿಸ್.ನಂ: 494/2025 ಪತ್ರಿಕಾ ಪ್ರಕಟಣೆ ಈ ಮೇಲ್ಕಂಡ ಅರ್ಜಿದಾರರು ನ್ಯಾಯಾಲಯದ ಮುಂದೆ ಅರ್ಜಿ ಸಲ್ಲಿಸಿರುತ್ತಾರೆ. ಈ ಅರ್ಜಿಗೆ ಸಂಬಂಧಿಸಿದಂತೆ ಯಾರಿಗಾದರೂ ತಕರಾರು ಇದ್ದಲ್ಲಿ ದಿನಾಂಕ 23-07-2025 ರಂದು ಬೆಳಿಗ್ಗೆ 11 ಗಂಟೆಗೆ ಖುದ್ದಾಗಿ ಅಥವಾ ವಕೀಲರ ಮೂಲಕ ನ್ಯಾಯಾಲಯದಲ್ಲಿ ಹಾಜರಾಗಿ ತಕರಾರು ಸಲ್ಲಿಸಬಹುದು. ತಪ್ಪಿದಲ್ಲಿ ಏಕಪಕ್ಷೀಯವಾಗಿ ತೀರ್ಮಾನಿಸಲಾಗುವುದು. ಅರ್ಜಿದಾರರು: ಶ್ರೀ ಮಂಜುನಾಥ, ಸಾ: ಚಳ್ಳಕೆರೆ ತಾಲ್ಲೂಕು, ಚಿತ್ರದುರ್ಗ ಜಿಲ್ಲೆ. ವಿರುದ್ಧ: ತಹಶೀಲ್ದಾರ್, ಚಳ್ಳಕೆರೆ ತಾಲ್ಲೂಕು. ಈ ಮೇಲ್ಕಂಡ ಅರ್ಜಿದಾರರು ಜನನ ಮತ್ತು ಮರಣ ನೋಂದಣಿ ಕಾಯ್ದೆ ಕಲಂ 13(3) ರ ಅಡಿಯಲ್ಲಿ ಅರ್ಜಿ ಸಲ್ಲಿಸಿರುತ್ತಾರೆ. ಈ ಬಗ್ಗೆ ಸಾರ್ವಜನಿಕರಿಗೆ ತಿಳಿಸಲಾಗಿದೆ. ಯಾರಿಗಾದರೂ ಆಕ್ಷೇಪಣೆ ಇದ್ದಲ್ಲಿ ನಿಗದಿತ ದಿನಾಂಕದಂದು ನ್ಯಾಯಾಲಯಕ್ಕೆ ಹಾಜರಾಗಿ ಆಕ್ಷೇಪಣೆ ಸಲ್ಲಿಸಬಹುದು. ನ್ಯಾಯಾಲಯದ ಆಜ್ಞೆಯ ಮೇರೆಗೆ ಸಹಿ/- ಶಿರಸ್ತೇದಾರರು <box>40 880 340 1288</box>
recruitment-row-cell: ಹಿರಿಯ ಸ್ಥಾನಿಕ ವೈದ್ಯರು <box>382 1503 461 1518</box>
notice-b-title: ಸಾರ್ವಜನಿಕ ಪ್ರಕಟಣೆ <box>475 475 541 486</box>
recruitment-row-cell: 2–ಜನರಲ್ ಮೆಡಿಸಿನ್, 1–ರೋಗಲಕ್ಷಣಶಾಸ್ತ್ರ, 1–ಸೂಕ್ಷ್ಮಜೀವಶಾಸ್ತ್ರ, 1–ಚರ್ಮರೋಗಶಾಸ್ತ್ರ, 2–ರೇಡಿಯಾಲಜಿ <box>512 1478 815 1503</box>
notice-b: ಮಾನ್ಯ 2ನೇ ಹೆಚ್ಚುವರಿ ಸಿವಿಲ್ ಜಡ್ಜ್ ಮತ್ತು ಎಂ.ಎ.ಸಿ.ಟಿ. ನ್ಯಾಯಾಲಯ, ದಾವಣಗೆರೆ ಅಮಲ್ಜಾರಿ ಸಂಖ್ಯೆ : 02/2024 ಡಿಕ್ರಿದಾರರು: ಬಾಲಾಜಿ, ವಯಸ್ಸು 68 ವರ್ಷ, ವ್ಯವಸಾಯ, ಸಾ: ದಾವಣಗೆರೆ ತಾಲ್ಲೂಕು. ವಿರುದ್ಧ: ಜಡ್ಜ್‌ಮೆಂಟ್ ಸಾಲಗಾರರು ಗಂಗಾಧರಪ್ಪ, ಸಾ: ದಾವಣಗೆರೆ. ಶೆಡ್ಯೂಲ್ ಸ್ವತ್ತು: ದಾವಣಗೆರೆ ತಾಲ್ಲೂಕು, ಮಾಯಕೊಂಡ ಹೋಬಳಿ, ಸರ್ವೆ ನಂ. 45/2 ರಲ್ಲಿ 2 ಎಕರೆ ಜಮೀನು. ಸಾರ್ವಜನಿಕ ಪ್ರಕಟಣೆ ಈ ಮೇಲ್ಕಂಡ ದಾವೆಗೆ ಸಂಬಂಧಿಸಿದಂತೆ ಡಿಕ್ರಿದಾರರು ನ್ಯಾಯಾಲಯದ ಮುಂದೆ ಅರ್ಜಿ ಸಲ್ಲಿಸಿದ್ದು, ಷೆಡ್ಯೂಲ್ ಸ್ವತ್ತನ್ನು ಸಾರ್ವಜನಿಕ ಹರಾಜು ಮಾಡಲು ಆದೇಶಿಸಲಾಗಿದೆ. ಆಸಕ್ತರು ದಿನಾಂಕ 21-07-2025 ರಂದು ಬೆಳಿಗ್ಗೆ 11 ಗಂಟೆಗೆ ಹಾಜರಾಗಬೇಕು. ತಕರಾರು ಇದ್ದಲ್ಲಿ ಸಲ್ಲಿಸಬಹುದು. ಸದರಿ ಸ್ವತ್ತಿಗೆ ಸಂಬಂಧಪಟ್ಟಂತೆ ಯಾರಿಗಾದರೂ ಹಕ್ಕು ಬಾಧ್ಯತೆ ಇದ್ದಲ್ಲಿ ನಿಗದಿತ ದಿನಾಂಕದೊಳಗೆ ನ್ಯಾಯಾಲಯದಲ್ಲಿ ದಾಖಲೆಗಳೊಂದಿಗೆ ಹಾಜರಾಗಬಹುದು. ತಪ್ಪಿದಲ್ಲಿ ಕಾನೂನು ರೀತ್ಯಾ ಕ್ರಮ ಕೈಗೊಳ್ಳಲಾಗುವುದು. ದಿನಾಂಕ : 05-06-2025 <box>352 384 664 802</box>
notice-d-body: ಅರ್ಜಿದಾರರು ತಮ್ಮ ತಂದೆಯ ಜನನ ದಿನಾಂಕ 05-05-1985 ಎಂದು ನೋಂದಾಯಿಸಲು ಅರ್ಜಿ ಸಲ್ಲಿಸಿದ್ದು ತಕರಾರು ಇದ್ದಲ್ಲಿ ದಿನಾಂಕ 25-07-2025 ರಂದು ಬೆಳಿಗ್ಗೆ 11 ಗಂಟೆಗೆ ಹಾಜರಾಗಬೇಕು. ದಿನಾಂಕ:13-06-2025 <box>837 1023 975 1081</box>
notice-e-title: ಸಾರ್ವಜನಿಕ ಪ್ರಕಟಣೆ <box>1033 1005 1099 1016</box>
recruitment-intro: ಕೆ.ಎಚ್.ಪಾಟೀಲ ವೈದ್ಯಕೀಯ ವಿಜ್ಞಾನಗಳ ಸಂಸ್ಥೆಯಲ್ಲಿ ಈ ಕೆಳಕಂಡಂತೆ ಹುದ್ದೆಗಳಿಗೆ ಗುತ್ತಿಗೆ ಆಧಾರದ ಮೇಲೆ ನೇಮಕಾತಿ ಮಾಡಲು ಅರ್ಹ ಅಭ್ಯರ್ಥಿಗಳಿಂದ ಅರ್ಜಿಗಳನ್ನು ಆಹ್ವಾನಿಸಲಾಗಿದೆ. ಅರ್ಜಿ ಸಲ್ಲಿಸಲು ಕೊನೆಯ ದಿನಾಂಕ: 25-06-2025 ಸಂಜೆ 4:00 ಗಂಟೆ. ಹೆಚ್ಚಿನ ಮಾಹಿತಿಗಾಗಿ www.karnataka.gov.in/gimsgadag ನೋಡುವುದು. <box>359 1398 815 1432</box>
tender-social-row <box>360 984 815 999</box>
recruitment-web[interactable]: Web : gimsgadag.kar.nic.in, www.karnataka.gov.in/gimsgadag <box>535 1346 815 1356</box>
tender-hassan: ಕರ್ನಾಟಕ ಸರ್ಕಾರ ಜಿಲ್ಲಾ ನಗರಾಭಿವೃದ್ಧಿಕೋಶ, ಜಿಲ್ಲಾಧಿಕಾರಿಗಳ ಕಾರ್ಯಾಲಯ, ಹಾಸನ ಜಿಲ್ಲೆ, ಹಾಸನ. ದೂ.ಸಂ.08172-234839 E-mail: pdhassanduc@gmail.com ದಿನಾಂಕ: 20-6-2025 ಟೆಂಡರ್ ಪ್ರಕಟಣೆ (KPPP : INDENT No: DMA/ 2024-25/SE-4184 /Call-2) ಹಾಸನ ಜಿಲ್ಲೆಯ ವ್ಯಾಪ್ತಿಯ ಎಲ್ಲಾ ನಗರ ಸ್ಥಳೀಯ ಸಂಸ್ಥೆಗಳಲ್ಲಿ Centralized Control Monitoring System (CCMS) ಅಳವಡಿಸುವ ಕಾಮಗಾರಿಗೆ ಕೆ.ಪಿ.ಪಿ. ಪೋರ್ಟಲ್ ಮೂಲಕ ಟೆಂಡರ್ ಆಹ್ವಾನಿಸಲಾಗಿದೆ. KPPP INDENT No: DMA/2024-25/SE-4184 Call-2. ಬಿಡ್ ಸಲ್ಲಿಸಲು ಕೊನೆಯ ದಿನಾಂಕ 22-07-2025 ರ ಸಂಜೆ 17.30 ಗಂಟೆ. ತಾಂತ್ರಿಕ ಬಿಡ್ ತೆರೆಯುವ ದಿನಾಂಕ 24-07-2025. ಹೆಚ್ಚಿನ ವಿವರಗಳಿಗೆ www.kppp.karnataka.gov.in ಪೋರ್ಟಲ್ ನೋಡುವುದು. ಟೆಂಡರ್‌ಗೆ ಸಂಬಂಧಿಸಿದಂತೆ ಯಾವುದೇ ತಿದ್ದುಪಡಿಗಳನ್ನು ಕೆ.ಪಿ.ಪಿ. ಪೋರ್ಟಲ್‌ನಲ್ಲಿ ಮಾತ್ರ ಪ್ರಕಟಿಸಲಾಗುವುದು. ಬಿಡ್‌ದಾರರು ನಿಯಮಿತವಾಗಿ ಪೋರ್ಟಲ್ ಪರಿಶೀಲಿಸತಕ್ಕದ್ದು. ಯಾವುದೇ ಅಥವಾ ಎಲ್ಲಾ ಟೆಂಡರ್‌ಗಳನ್ನು ಕಾರಣ ನೀಡದೆ ತಿರಸ್ಕರಿಸುವ ಹಕ್ಕನ್ನು ಕಾಯ್ದಿರಿಸಲಾಗಿದೆ. ತಾಂತ್ರಿಕ ಮತ್ತು ಆರ್ಥಿಕ ಬಿಡ್‌ಗಳ ಮೌಲ್ಯಮಾಪನ ಕರ್ನಾಟಕ ಸಾರ್ವಜನಿಕ ಸಂಗ್ರಹಣೆಗಳಲ್ಲಿ ಪಾರದರ್ಶಕತೆ ಕಾಯ್ದೆ 1999 ಮತ್ತು ನಿಯಮಗಳು 2000 ರ ಪ್ರಕಾರ ನಡೆಸಲಾಗುವುದು. ಸಹಿ/-ಯೋಜನಾ ನಿರ್ದೇಶಕರು, ಜಿಲ್ಲಾ ನಗರಾಭಿವೃದ್ಧಿಕೋಶ, ಹಾಸನ <box>40 1296 340 1974</box>
recruitment-row-cell: 2–ಐಸಿಯು, 4–ಸರ್ಜರಿ, 1–ಒ.ಬಿ.ಜಿ, 2–ಆರ್ಥೋಪೆಡಿಕ್ಸ್, 3–ಮೆಡಿಸಿನ್, 3–ಪೀಡಿಯಾಟ್ರಿಕ್ಸ್ <box>512 1503 815 1518</box>
tender-social-row-cell: 20.06.2025 <box>620 939 814 954</box>
notice-f: ಮಾನ್ಯ ಹೆಚ್ಚುವರಿ ಸಿವಿಲ್ ಜಡ್ಜ್ ಮತ್ತು ಜೆ.ಎಂ.ಎಫ್.ಸಿ. ನ್ಯಾಯಾಲಯ, ಹಾನಗಲ ಸಿ.ಆರ್.ಮಿಸ್.ನಂ.371/2025 ಅರ್ಜಿದಾರರು: ಲಕ್ಷ್ಮಿ, ಸಾ: ಹಾನಗಲ್. ವಿರುದ್ಧ: ಜನನ ಮತ್ತು ಮರಣ ನೋಂದಣಾಧಿಕಾರಿಗಳು. ಸಾರ್ವಜನಿಕ ಪ್ರಕಟಣೆ ಅರ್ಜಿದಾರರು ತಮ್ಮ ಮಗನ ಜನನ ದಿನಾಂಕ 30-06-2004 ಎಂದು ನೋಂದಾಯಿಸಲು ಅರ್ಜಿ ಸಲ್ಲಿಸಿರುತ್ತಾರೆ. ತಕರಾರು ಇದ್ದಲ್ಲಿ ದಿನಾಂಕ 25-07-2025 ರಂದು ಬೆಳಿಗ್ಗೆ 11 ಗಂಟೆಗೆ ಹಾಜರಾಗಬೇಕು. ದಿನಾಂಕ:13-06-2025 ನ್ಯಾಯಾಲಯದ ಆಜ್ಞೆಯ ಮೇರೆಗೆ ಸಹಿ/- ಶಿರಸ್ತೇದಾರರು <box>1150 916 1308 1288</box>
notice-f-court: ಮಾನ್ಯ ಹೆಚ್ಚುವರಿ ಸಿವಿಲ್ ಜಡ್ಜ್ ಮತ್ತು ಜೆ.ಎಂ.ಎಫ್.ಸಿ. ನ್ಯಾಯಾಲಯ, ಹಾನಗಲ <box>1164 924 1294 949</box>
notice-a-title: ಪತ್ರಿಕಾ ಪ್ರಕಟಣೆ <box>165 931 215 942</box>
edition-date: 21 ಜೂನ್ 2025 <box>186 30 266 44</box>
header-divider <box>40 60 1308 62</box>
notice-d-title: ಸಾರ್ವಜನಿಕ ಪ್ರಕಟಣೆ <box>873 1007 939 1018</box>
tender-social-row-cell: 6 <box>360 1014 380 1029</box>
lead-body-1-text: ಮನಸ್ಸು ಮತ್ತು ದೇಹ ಸದೃಢವಾಗಿ ಇರಬೇಕಾದರೆ ಯೋಗ ಅತ್ಯಂತ ಮುಖ್ಯ, ಹಾಗಾಗಿ ಯೋಗವನ್ನು ಜೀವನದ ಅವಿಭಾಜ್ಯ ಅಂಗವನ್ನಾಗಿಸಿಕೊಳ್ಳಬೇಕು ಎಂದು ಶಾಸಕ ಕೆ.ಸಿ.ವೀರೇಂದ್ರ ತಿಳಿಸಿದರು. ನಗರದ ಮದಕರಿ ನಗರದ ಬಳಿ ಇರುವ ಸ್ವಾಮಿ ವಿವೇಕಾನಂದ ಉದ್ಯಾನವನದಲ್ಲಿ ಶುಕ್ರವಾರ ಪ್ರಜಾಪಿತ ಬ್ರಹ್ಮ ಕುಮಾರಿ ಈಶ್ವರಿ ವಿಶ್ವ ವಿದ್ಯಾಲಯದ ಸಂಯುಕ್ತ ಆಶ್ರಯದಲ್ಲಿ ಅಂತಾರಾಷ್ಟ್ರೀಯ ಯೋಗ ದಿನಾಚರಣೆ ಕಾರ್ಯಕ್ರಮ ಉದ್ಘಾಟಿಸಿ ಮಾತನಾಡಿದರು. <box>40 163 226 269</box>
school-row-cell: ಅನುಸೂಚಿತ ಜಾತಿ <box>1085 550 1134 575</box>
tender-social-row <box>360 1014 815 1029</box>
tender-social-dept: ಉಪನಿರ್ದೇಶಕರ ಕಚೇರಿ, ಸಮಾಜ ಕಲ್ಯಾಣ ಇಲಾಖೆ, ಚಾಮರಾಜನಗರ ಜಿಲ್ಲೆ <box>431 840 743 855</box>
recruitment-row <box>360 1518 815 1533</box>
school-notice-subtitle: ಖಾಲಿ ಹುದ್ದೆಗಳ ಭರ್ತಿ ಪ್ರಕಟಣೆ <box>1099 509 1199 520</box>
tender-social-row-cell: ಟೆಂಡರ್ ಸಲ್ಲಿಸಲು ಕೊನೆಯ ದಿನಾಂಕ <box>380 999 621 1014</box>
recruitment-bar: ಗುತ್ತಿಗೆ ಆಧಾರದ ನೇಮಕಾತಿ ಅಧಿಸೂಚನೆ <box>359 1373 815 1393</box>
tender-social-sign: ಸಹಿ/- ಉಪನಿರ್ದೇಶಕರು, ಸಮಾಜ ಕಲ್ಯಾಣ ಇಲಾಖೆ, ಚಾಮರಾಜನಗರ <box>628 1067 815 1077</box>
